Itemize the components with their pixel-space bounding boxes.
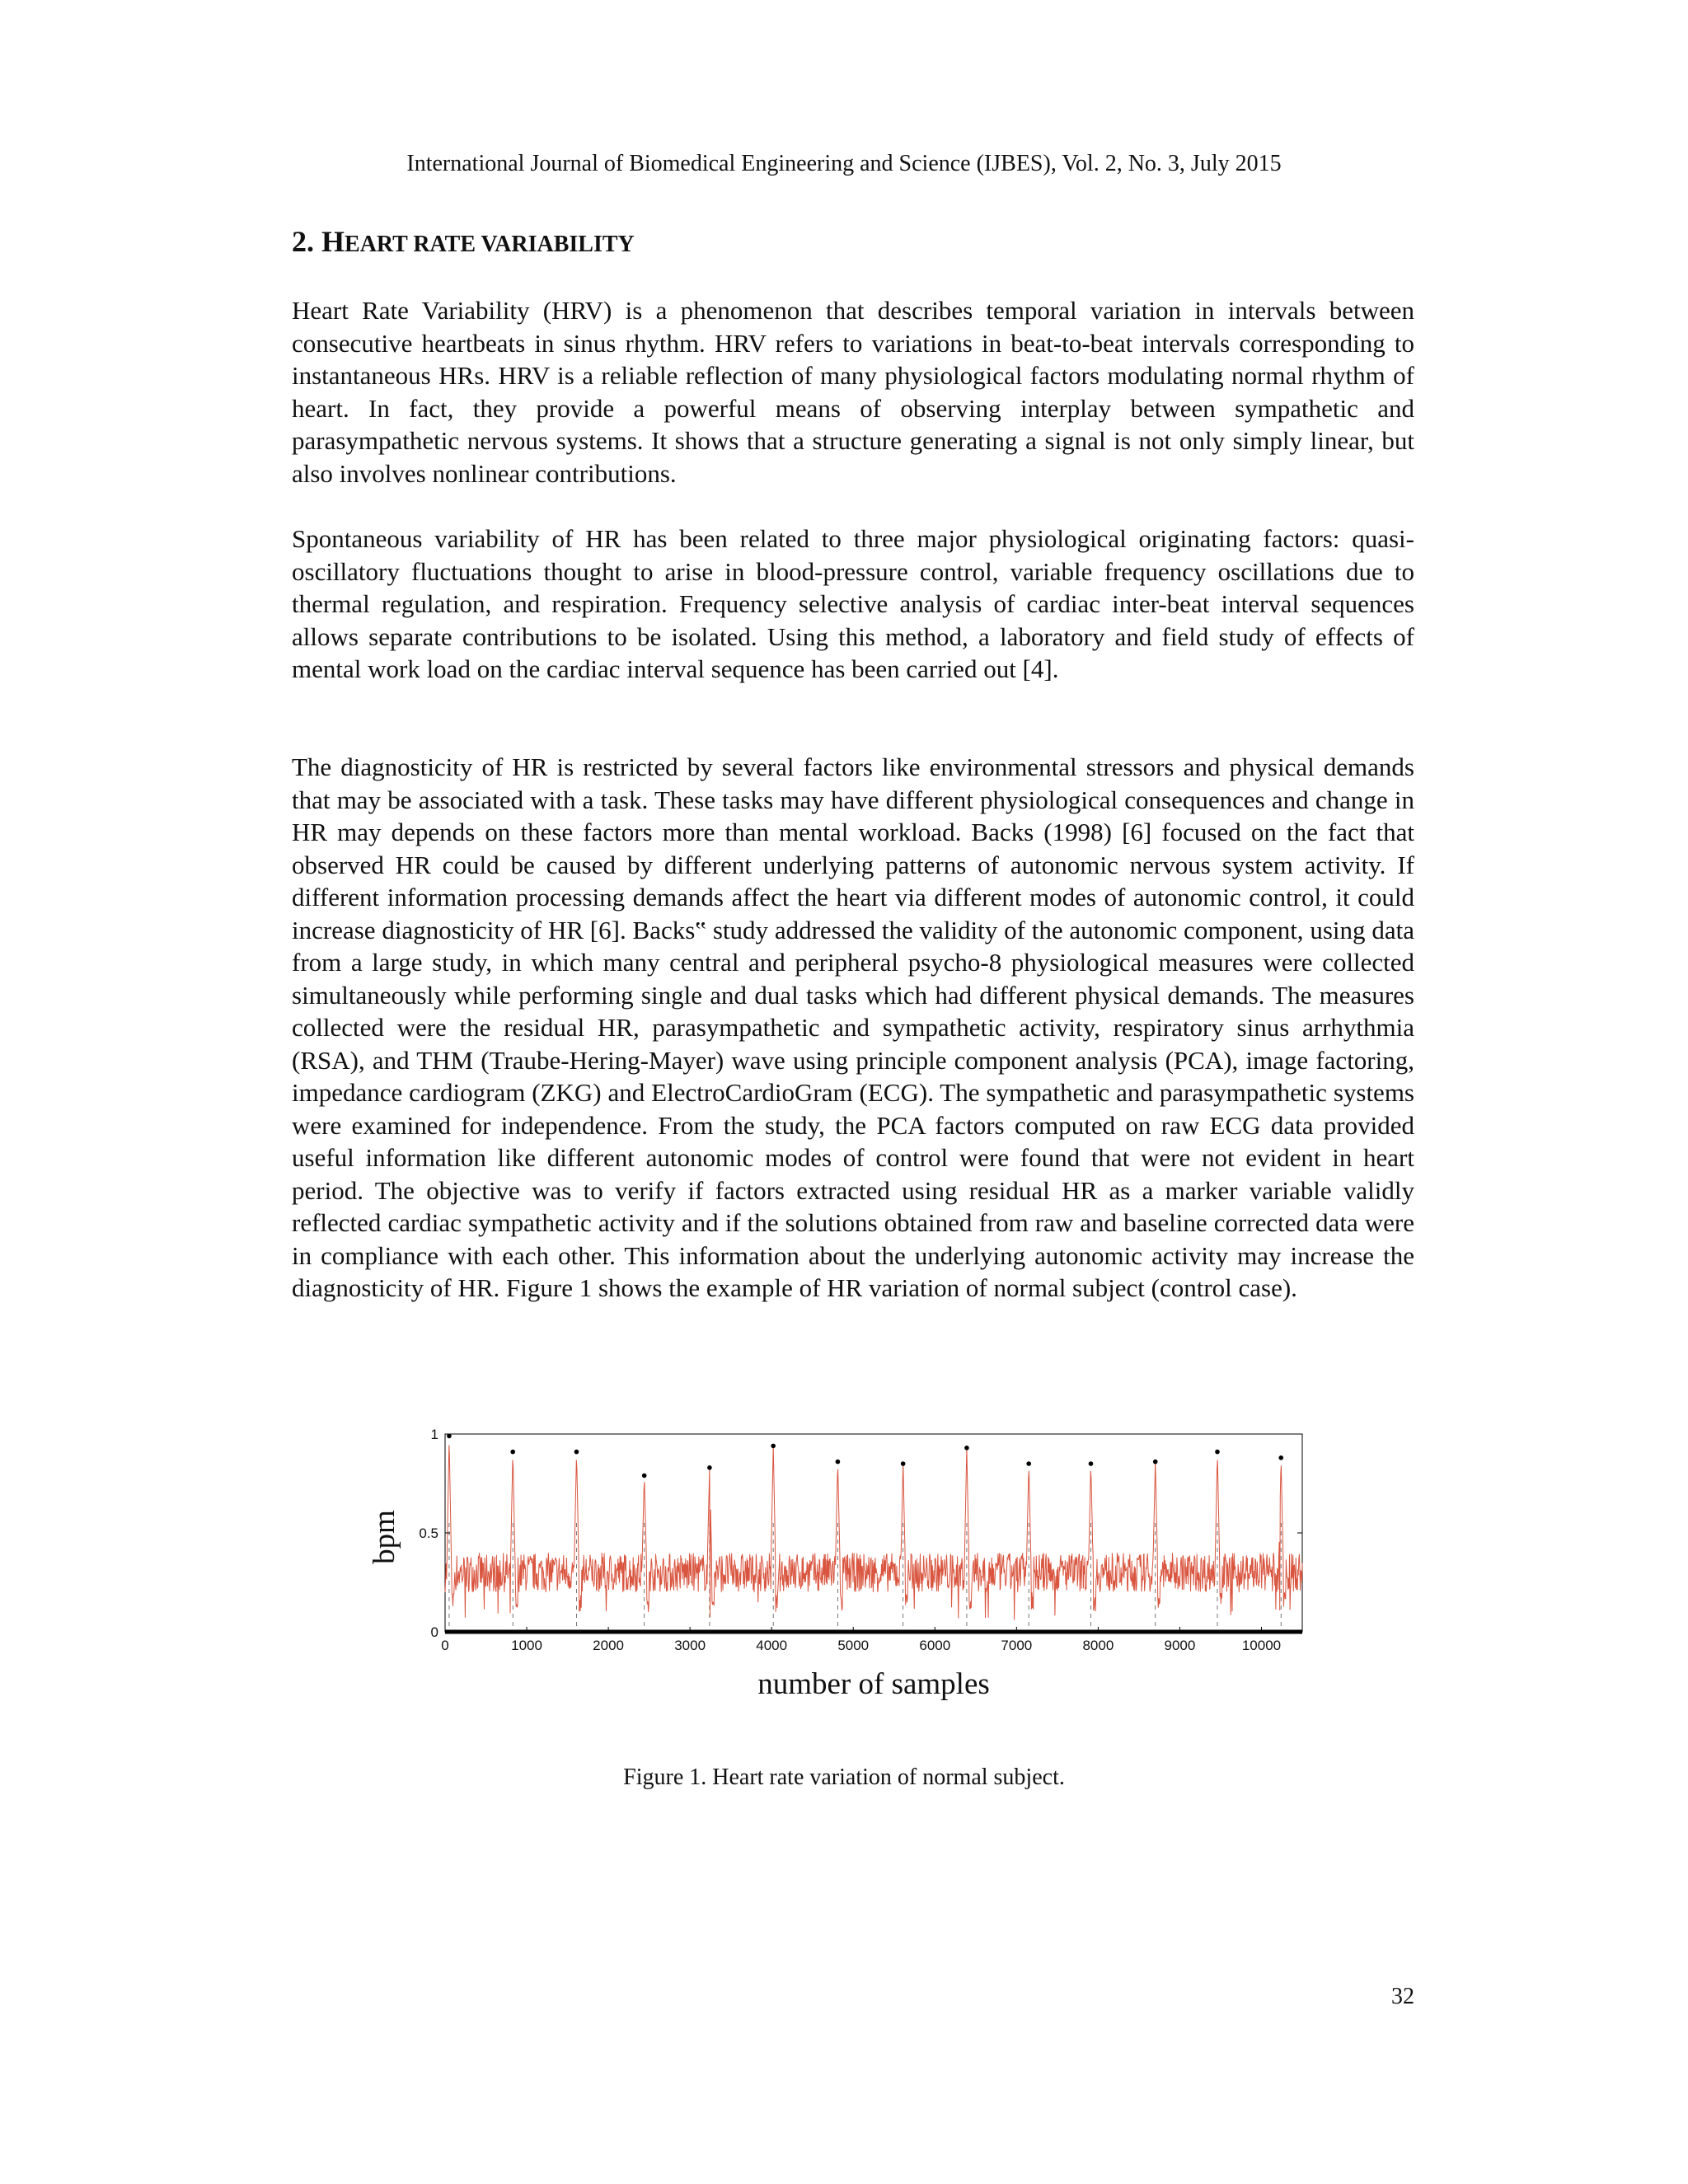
x-tick-label: 8000 (1082, 1638, 1114, 1653)
peak-marker (510, 1450, 515, 1455)
section-title (292, 224, 635, 259)
y-tick-label: 0.5 (419, 1526, 438, 1541)
paragraph-hrv-definition: Heart Rate Variability (HRV) is a phenomenon that describes temporal variation in intervals between consecutive heartbeats in sinus rhythm. HRV refers to variations in beat-to-beat intervals corresponding to instantaneous HRs. HRV is a reliable reflection of many physiological factors modulating normal rhythm of heart. In fact, they provide a powerful means of observing interplay between sympathetic and parasympathetic nervous systems. It shows that a structure generating a signal is not only simply linear, but also involves nonlinear contributions. (292, 296, 1414, 488)
y-tick-label: 0 (430, 1624, 438, 1640)
page-number: 32 (1391, 1984, 1414, 2009)
x-axis-label: number of samples (757, 1667, 990, 1701)
peak-marker (574, 1450, 579, 1455)
x-tick-label: 9000 (1164, 1638, 1196, 1653)
x-tick-label: 1000 (511, 1638, 542, 1653)
peak-marker (707, 1465, 712, 1470)
peak-marker (836, 1460, 841, 1465)
hr-chart (363, 1422, 1319, 1710)
section-title-rest: EART RATE VARIABILITY (345, 232, 635, 257)
paragraph-spontaneous-variability: Spontaneous variability of HR has been related to three major physiological originating factors: quasi-oscillatory fluctuations thought to arise in blood-pressure control, variable frequency oscillations due to thermal regulation, and respiration. Frequency selective analysis of cardiac inter-beat interval sequences allows separate contributions to be isolated. Using this method, a laboratory and field study of effects of mental work load on the cardiac interval sequence has been carried out [4]. (292, 524, 1414, 683)
x-tick-label: 7000 (1001, 1638, 1033, 1653)
peak-marker (1089, 1461, 1094, 1466)
peak-marker (1153, 1460, 1158, 1465)
x-tick-label: 3000 (674, 1638, 706, 1653)
y-axis-label: bpm (368, 1510, 401, 1564)
plot-frame (445, 1434, 1302, 1632)
x-tick-label: 0 (441, 1638, 449, 1653)
x-tick-label: 10000 (1241, 1638, 1282, 1653)
peak-marker (1215, 1450, 1220, 1455)
peak-marker (901, 1461, 906, 1466)
x-tick-label: 5000 (837, 1638, 870, 1653)
peak-marker (1026, 1461, 1031, 1466)
x-tick-label: 4000 (756, 1638, 788, 1653)
peak-marker (771, 1444, 776, 1449)
x-tick-label: 2000 (593, 1638, 625, 1653)
paragraph-diagnosticity: The diagnosticity of HR is restricted by several factors like environmental stressors and physical demands that may be associated with a task. These tasks may have different physiological consequences and change in HR may depends on these factors more than mental workload. Backs (1998) [6] focused on the fact that observed HR could be caused by different underlying patterns of autonomic nervous system activity. If different information processing demands affect the heart via different modes of autonomic control, it could increase diagnosticity of HR [6]. Backs‟ study addressed the validity of the autonomic component, using data from a large study, in which many central and peripheral psycho-8 physiological measures were collected simultaneously while performing single and dual tasks which had different physical demands. The measures collected were the residual HR, parasympathetic and sympathetic activity, respiratory sinus arrhythmia (RSA), and THM (Traube-Hering-Mayer) wave using principle component analysis (PCA), image factoring, impedance cardiogram (ZKG) and ElectroCardioGram (ECG). The sympathetic and parasympathetic systems were examined for independence. From the study, the PCA factors computed on raw ECG data provided useful information like different autonomic modes of control were found that were not evident in heart period. The objective was to verify if factors extracted using residual HR as a marker variable validly reflected cardiac sympathetic activity and if the solutions obtained from raw and baseline corrected data were in compliance with each other. This information about the underlying autonomic activity may increase the diagnosticity of HR. Figure 1 shows the example of HR variation of normal subject (control case). (292, 752, 1414, 1302)
figure-1 (363, 1422, 1319, 1710)
peak-marker (1278, 1455, 1283, 1460)
running-header: International Journal of Biomedical Engineering and Science (IJBES), Vol. 2, No. 3, July 2015 (406, 151, 1282, 176)
x-tick-label: 6000 (919, 1638, 951, 1653)
figure-caption: Figure 1. Heart rate variation of normal subject. (623, 1765, 1065, 1790)
peak-marker (642, 1474, 647, 1479)
peak-marker (964, 1446, 969, 1451)
section-number: 2. (292, 225, 314, 258)
y-tick-label: 1 (430, 1427, 438, 1442)
section-title-initial: H (321, 225, 345, 258)
